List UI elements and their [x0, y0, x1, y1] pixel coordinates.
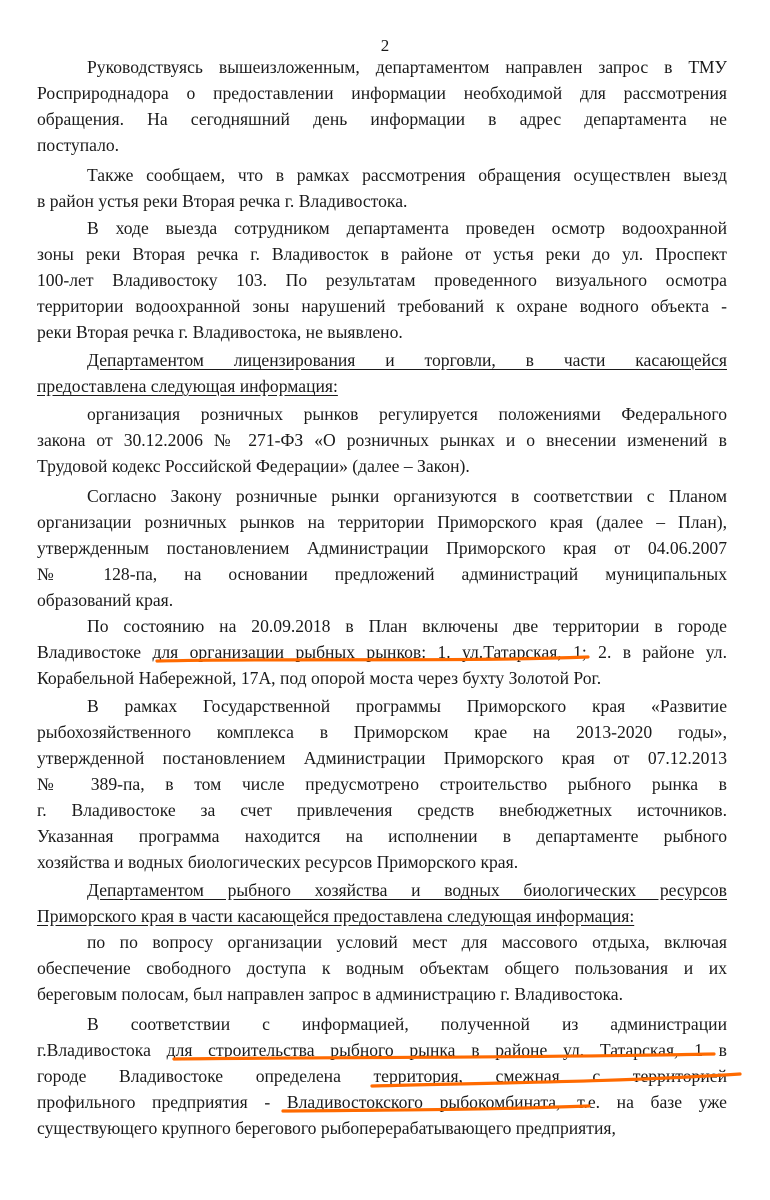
text-line: Руководствуясь вышеизложенным, департаментом направлен запрос в ТМУ [87, 57, 727, 77]
text-line: № 128-па, на основании предложений администраций муниципальных [37, 564, 727, 584]
text-line: закона от 30.12.2006 № 271-ФЗ «О розничных рынках и о внесении изменений в [37, 430, 727, 450]
text-line: территории водоохранной зоны нарушений требований к охране водного объекта - [37, 296, 727, 316]
text-line: образований края. [37, 590, 174, 610]
text-line: организации розничных рынков на территории Приморского края (далее – План), [37, 512, 727, 532]
text-line: зоны реки Вторая речка г. Владивосток в районе от устья реки до ул. Проспект [37, 244, 727, 264]
text-line: береговым полосам, был направлен запрос в администрацию г. Владивостока. [37, 984, 623, 1004]
text-line: В рамках Государственной программы Приморского края «Развитие [87, 696, 727, 716]
text-line: Корабельной Набережной, 17А, под опорой моста через бухту Золотой Рог. [37, 668, 602, 688]
section-heading: Департаментом рыбного хозяйства и водных биологических ресурсов [87, 880, 727, 900]
text-line: Согласно Закону розничные рынки организуются в соответствии с Планом [87, 486, 727, 506]
text-line: реки Вторая речка г. Владивостока, не выявлено. [37, 322, 403, 342]
text-line: Владивостоке для организации рыбных рынков: 1. ул.Татарская, 1; 2. в районе ул. [37, 642, 727, 662]
text-line: хозяйства и водных биологических ресурсов Приморского края. [37, 852, 519, 872]
text-line: обеспечение свободного доступа к водным объектам общего пользования и их [37, 958, 727, 978]
text-line: утвержденным постановлением Администрации Приморского края от 04.06.2007 [37, 538, 727, 558]
text-line: Росприроднадора о предоставлении информации необходимой для рассмотрения [37, 83, 727, 103]
text-line: рыбохозяйственного комплекса в Приморском крае на 2013-2020 годы», [37, 722, 727, 742]
text-line: поступало. [37, 135, 120, 155]
section-heading: предоставлена следующая информация: [37, 376, 338, 396]
text-line: По состоянию на 20.09.2018 в План включены две территории в городе [87, 616, 727, 636]
text-line: обращения. На сегодняшний день информации в адрес департамента не [37, 109, 727, 129]
text-line: В ходе выезда сотрудником департамента проведен осмотр водоохранной [87, 218, 727, 238]
text-line: Также сообщаем, что в рамках рассмотрения обращения осуществлен выезд [87, 165, 727, 185]
page-number: 2 [380, 36, 390, 55]
text-line: г.Владивостока для строительства рыбного рынка в районе ул. Татарская, 1 в [37, 1040, 727, 1060]
text-line: 100-лет Владивостоку 103. По результатам проведенного визуального осмотра [37, 270, 727, 290]
text-line: Трудовой кодекс Российской Федерации» (далее – Закон). [37, 456, 470, 476]
section-heading: Департаментом лицензирования и торговли, в части касающейся [87, 350, 727, 370]
text-line: городе Владивостоке определена территория, смежная с территорией [37, 1066, 727, 1086]
text-line: № 389-па, в том числе предусмотрено строительство рыбного рынка в [37, 774, 727, 794]
text-line: существующего крупного берегового рыбоперерабатывающего предприятия, [37, 1118, 616, 1138]
text-line: профильного предприятия - Владивостокского рыбокомбината, т.е. на базе уже [37, 1092, 727, 1112]
section-heading: Приморского края в части касающейся предоставлена следующая информация: [37, 906, 635, 926]
text-line: В соответствии с информацией, полученной из администрации [87, 1014, 727, 1034]
text-line: утвержденной постановлением Администрации Приморского края от 07.12.2013 [37, 748, 727, 768]
text-line: в район устья реки Вторая речка г. Владивостока. [37, 191, 408, 211]
text-line: организация розничных рынков регулируется положениями Федерального [87, 404, 727, 424]
text-line: Указанная программа находится на исполнении в департаменте рыбного [37, 826, 727, 846]
text-line: г. Владивостоке за счет привлечения средств внебюджетных источников. [37, 800, 727, 820]
text-line: по по вопросу организации условий мест для массового отдыха, включая [87, 932, 727, 952]
